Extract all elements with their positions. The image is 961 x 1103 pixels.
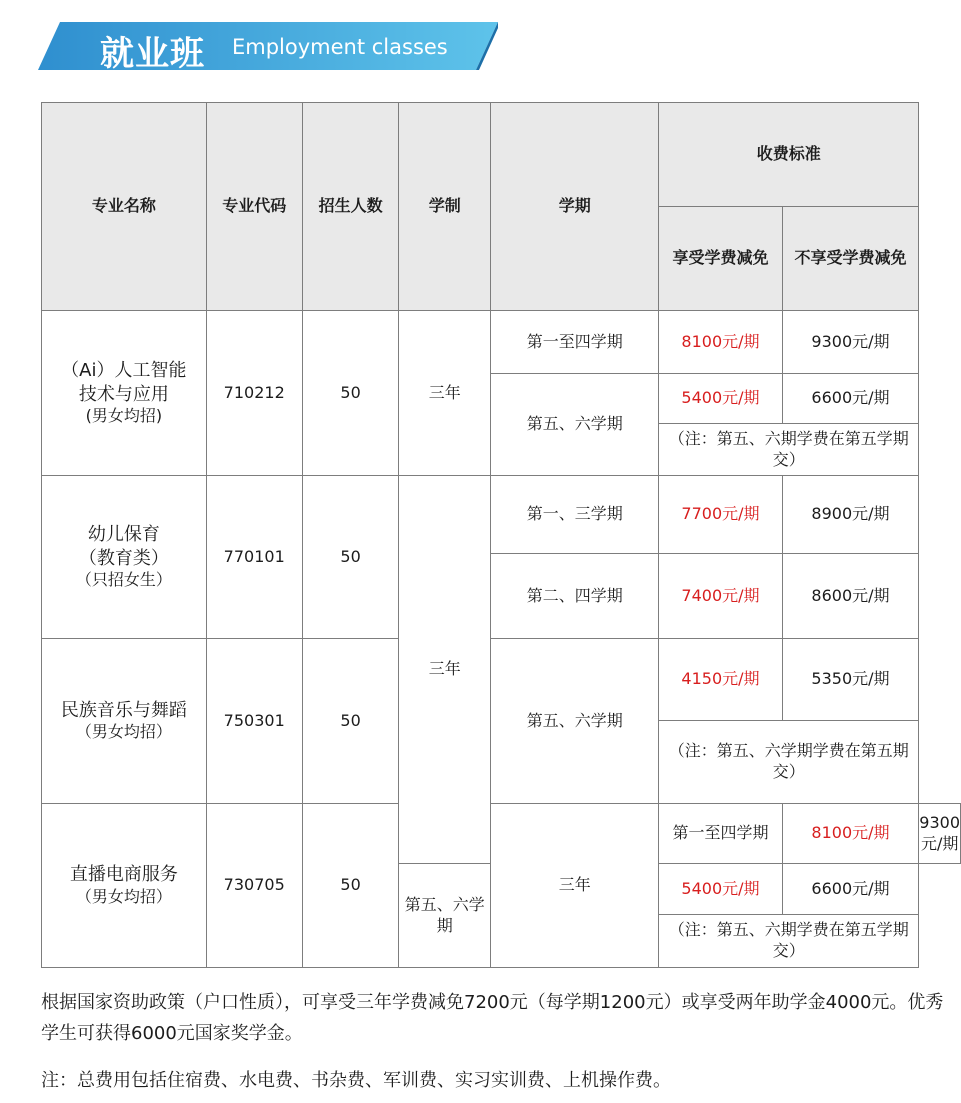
fee-without-waiver: 8600元/期 (782, 554, 919, 639)
major-code: 770101 (206, 476, 302, 639)
fee-with-waiver: 5400元/期 (659, 864, 782, 915)
semester-cell: 第二、四学期 (491, 554, 659, 639)
header-semester: 学期 (491, 103, 659, 311)
major-name-line: 技术与应用 (78, 383, 169, 405)
enrollment-count: 50 (302, 639, 399, 804)
major-name-cell (42, 476, 207, 639)
semester-cell: 第一至四学期 (659, 804, 782, 864)
fee-note: （注：第五、六学期学费在第五期交） (659, 721, 919, 804)
major-code: 710212 (206, 311, 302, 476)
fee-without-waiver: 5350元/期 (782, 639, 919, 721)
fee-with-waiver: 5400元/期 (659, 374, 782, 424)
semester-cell: 第一、三学期 (491, 476, 659, 554)
header-without-waiver: 不享受学费减免 (782, 207, 919, 311)
major-name-line: （男女均招） (75, 722, 172, 742)
major-name-line: 民族音乐与舞蹈 (60, 699, 187, 721)
header-with-waiver: 享受学费减免 (659, 207, 782, 311)
fee-without-waiver: 9300元/期 (782, 311, 919, 374)
section-banner (38, 22, 498, 74)
banner-subtitle: Employment classes (232, 35, 448, 59)
fee-note: （注：第五、六期学费在第五学期交） (659, 424, 919, 476)
fee-with-waiver: 8100元/期 (782, 804, 919, 864)
semester-cell: 第五、六学期 (491, 639, 659, 804)
header-major-code: 专业代码 (206, 103, 302, 311)
fee-without-waiver: 6600元/期 (782, 864, 919, 915)
major-name-cell (42, 639, 207, 804)
major-name-line: 幼儿保育 (87, 524, 160, 546)
fee-with-waiver: 7400元/期 (659, 554, 782, 639)
fee-without-waiver: 6600元/期 (782, 374, 919, 424)
fee-with-waiver: 7700元/期 (659, 476, 782, 554)
fee-without-waiver: 9300元/期 (919, 804, 961, 864)
semester-cell: 第一至四学期 (491, 311, 659, 374)
major-name-line: （男女均招） (75, 886, 172, 906)
major-name-line: （Ai）人工智能 (61, 360, 187, 382)
duration-shared: 三年 (399, 476, 491, 864)
fee-with-waiver: 4150元/期 (659, 639, 782, 721)
fee-without-waiver: 8900元/期 (782, 476, 919, 554)
major-name-cell (42, 804, 207, 968)
fee-with-waiver: 8100元/期 (659, 311, 782, 374)
major-name-line: (男女均招) (85, 405, 163, 425)
duration: 三年 (491, 804, 659, 968)
semester-cell: 第五、六学期 (399, 864, 491, 968)
major-name-line: 直播电商服务 (69, 864, 178, 886)
banner-title: 就业班 (100, 34, 205, 74)
major-code: 750301 (206, 639, 302, 804)
header-duration: 学制 (399, 103, 491, 311)
fee-note: （注：第五、六期学费在第五学期交） (659, 915, 919, 968)
semester-cell: 第五、六学期 (491, 374, 659, 476)
enrollment-count: 50 (302, 311, 399, 476)
header-enrollment: 招生人数 (302, 103, 399, 311)
major-name-line: （教育类） (78, 547, 169, 569)
major-name-line: （只招女生） (75, 569, 172, 589)
footer-note: 注：总费用包括住宿费、水电费、书杂费、军训费、实习实训费、上机操作费。 (41, 1070, 671, 1091)
policy-text: 根据国家资助政策（户口性质），可享受三年学费减免7200元（每学期1200元）或享受两年助学金4000元。优秀学生可获得6000元国家奖学金。 (41, 992, 944, 1044)
header-fee-standard: 收费标准 (659, 103, 919, 207)
major-name-cell (42, 311, 207, 476)
enrollment-count: 50 (302, 476, 399, 639)
duration: 三年 (399, 311, 491, 476)
enrollment-count: 50 (302, 804, 399, 968)
fee-table (41, 102, 961, 968)
major-code: 730705 (206, 804, 302, 968)
header-major-name: 专业名称 (42, 103, 207, 311)
